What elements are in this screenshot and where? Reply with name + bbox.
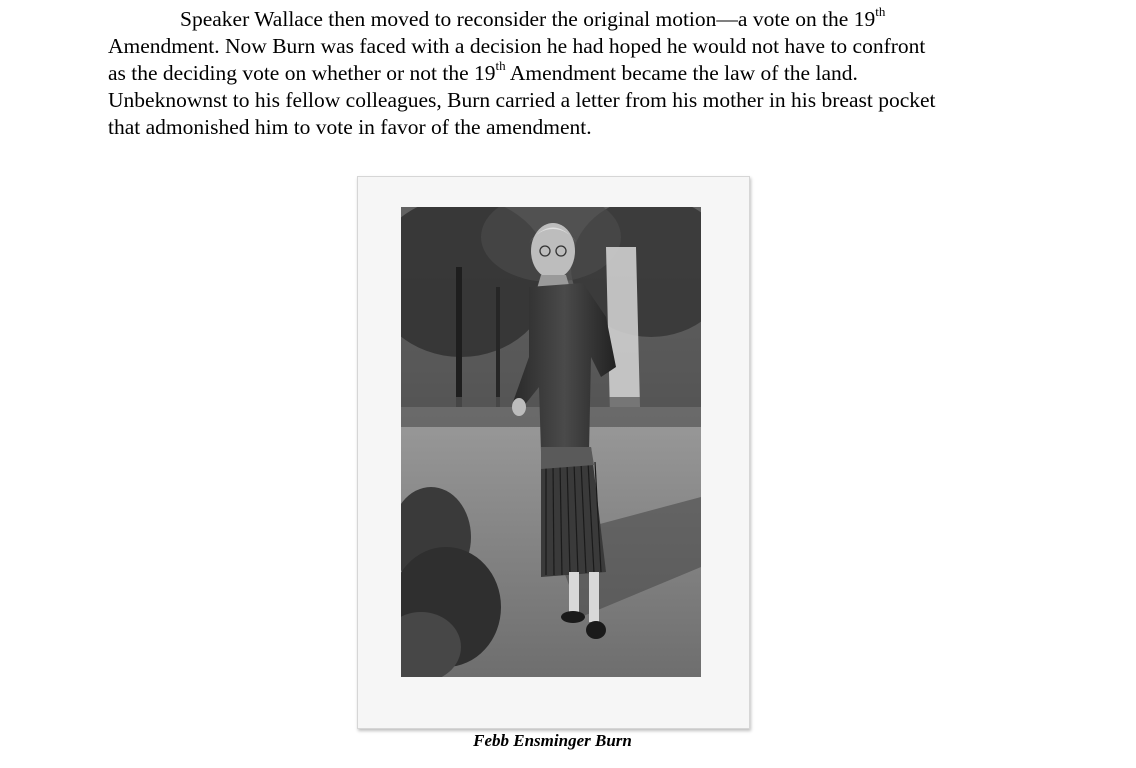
ordinal-suffix: th (875, 3, 886, 19)
paragraph-line-1 (108, 3, 1118, 33)
line-1-text: Speaker Wallace then moved to reconsider the original motion—a vote on the 19 (180, 7, 876, 31)
portrait-photo (401, 207, 701, 677)
line-3-text-before: as the deciding vote on whether or not the 19 (108, 61, 496, 85)
paragraph-line-3 (108, 57, 1118, 87)
paragraph-line-5: that admonished him to vote in favor of the amendment. (108, 115, 592, 139)
ordinal-suffix: th (495, 57, 506, 73)
photo-illustration (401, 207, 701, 677)
photo-caption: Febb Ensminger Burn (473, 731, 632, 750)
line-3-text-after: Amendment became the law of the land. (505, 61, 858, 85)
paragraph-line-2: Amendment. Now Burn was faced with a decision he had hoped he would not have to confront (108, 34, 926, 58)
photo-print (357, 176, 750, 729)
paragraph-line-4: Unbeknownst to his fellow colleagues, Burn carried a letter from his mother in his breast pocket (108, 88, 936, 112)
body-paragraph (108, 3, 1118, 141)
